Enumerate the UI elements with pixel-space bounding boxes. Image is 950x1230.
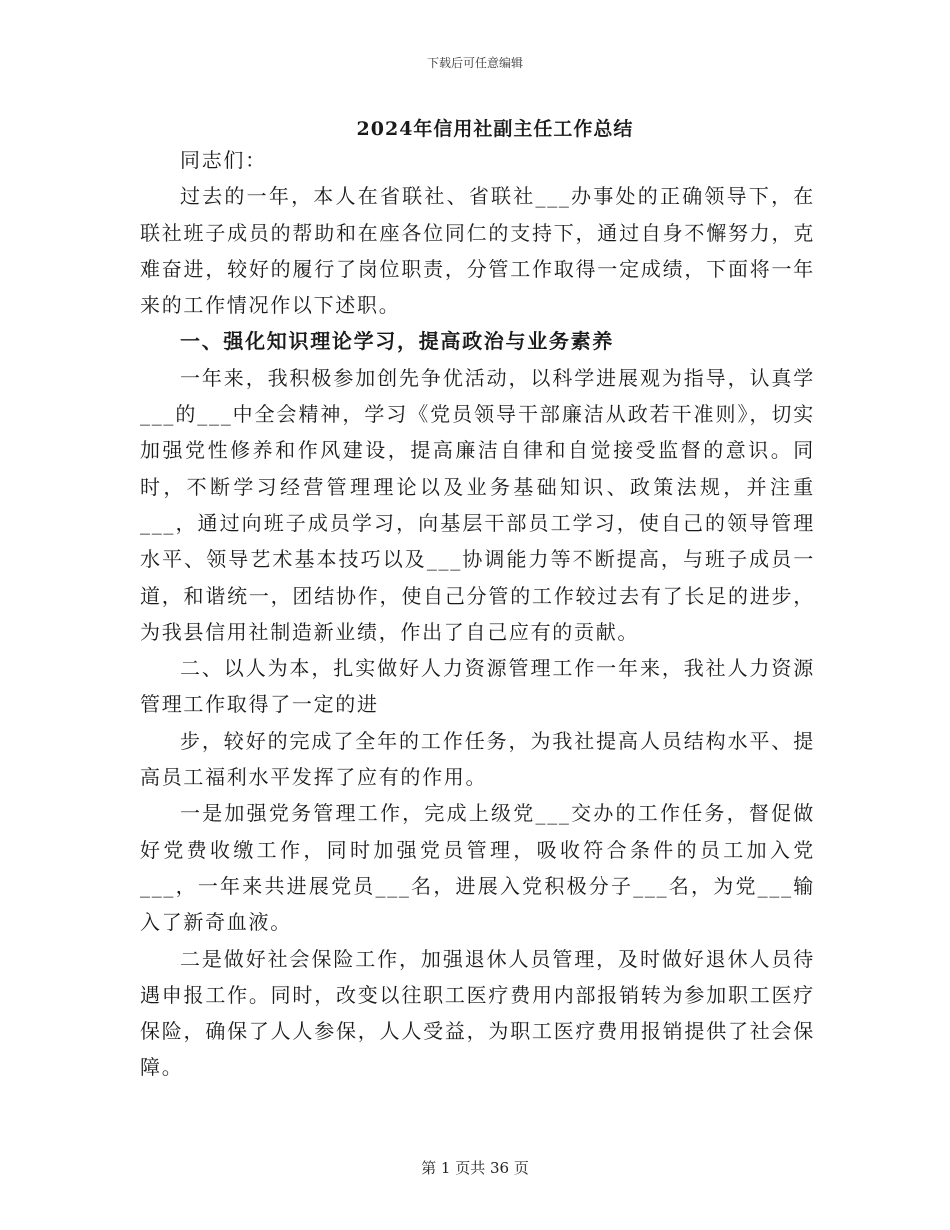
header-note: 下载后可任意编辑 — [426, 56, 523, 70]
document-body — [140, 142, 815, 1086]
paragraph-party-affairs: 一是加强党务管理工作，完成上级党___交办的工作任务，督促做好党费收缴工作，同时加强党员管理，吸收符合条件的员工加入党___，一年来共进展党员___名，进展入党积极分子___名，为党___输入了新奇血液。 — [140, 801, 815, 935]
page-number: 第 1 页共 36 页 — [421, 1159, 529, 1177]
paragraph-social-insurance: 二是做好社会保险工作，加强退休人员管理，及时做好退休人员待遇申报工作。同时，改变以往职工医疗费用内部报销转为参加职工医疗保险，确保了人人参保，人人受益，为职工医疗费用报销提供了社会保障。 — [140, 946, 815, 1080]
section-heading-2: 二、以人为本，扎实做好人力资源管理工作一年来，我社人力资源管理工作取得了一定的进 — [140, 656, 815, 717]
section-heading-1: 一、强化知识理论学习，提高政治与业务素养 — [180, 329, 614, 354]
paragraph-intro: 过去的一年，本人在省联社、省联社___办事处的正确领导下，在联社班子成员的帮助和在座各位同仁的支持下，通过自身不懈努力，克难奋进，较好的履行了岗位职责，分管工作取得一定成绩，下面将一年来的工作情况作以下述职。 — [140, 184, 815, 318]
salutation: 同志们： — [180, 148, 267, 172]
document-title: 2024年信用社副主任工作总结 — [356, 118, 634, 140]
paragraph-hr-continued: 步，较好的完成了全年的工作任务，为我社提高人员结构水平、提高员工福利水平发挥了应有的作用。 — [140, 728, 815, 790]
paragraph-study: 一年来，我积极参加创先争优活动，以科学进展观为指导，认真学___的___中全会精神，学习《党员领导干部廉洁从政若干准则》，切实加强党性修养和作风建设，提高廉洁自律和自觉接受监督的意识。同时，不断学习经营管理理论以及业务基础知识、政策法规，并注重___，通过向班子成员学习，向基层干部员工学习，使自己的领导管理水平、领导艺术基本技巧以及___协调能力等不断提高，与班子成员一道，和谐统一，团结协作，使自己分管的工作较过去有了长足的进步，为我县信用社制造新业绩，作出了自己应有的贡献。 — [140, 365, 815, 644]
